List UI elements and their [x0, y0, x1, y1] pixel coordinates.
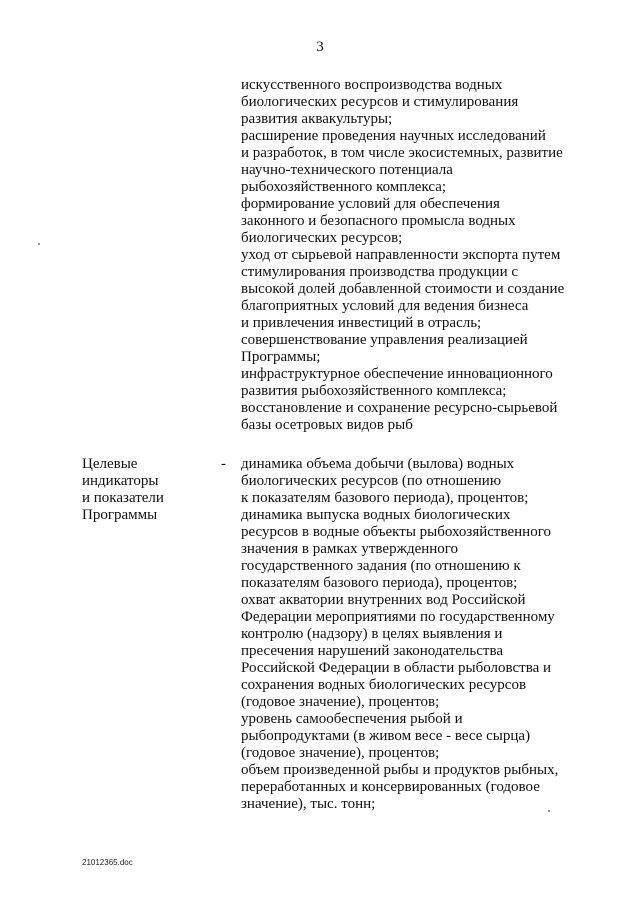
document-file-code: 21012365.doc — [82, 858, 133, 867]
text-line: к показателям базового периода), процентов; — [241, 490, 529, 506]
text-line: развития рыбохозяйственного комплекса; — [241, 383, 507, 399]
text-line: рыбохозяйственного комплекса; — [241, 179, 447, 195]
text-line: Российской Федерации в области рыболовства и — [241, 660, 552, 676]
text-line: динамика выпуска водных биологических — [241, 507, 511, 523]
text-line: биологических ресурсов; — [241, 230, 403, 246]
text-line: объем произведенной рыбы и продуктов рыбных, — [241, 762, 559, 778]
text-line: динамика объема добычи (вылова) водных — [241, 456, 515, 472]
text-line: значения в рамках утвержденного — [241, 541, 459, 557]
text-line: уход от сырьевой направленности экспорта путем — [241, 247, 561, 263]
label-line: Целевые — [82, 456, 138, 472]
objectives-continued-text — [241, 77, 581, 434]
text-line: Федерации мероприятиями по государственному — [241, 609, 555, 625]
text-line: благоприятных условий для ведения бизнеса — [241, 298, 529, 314]
text-line: уровень самообеспечения рыбой и — [241, 711, 463, 727]
text-line: и разработок, в том числе экосистемных, развитие — [241, 145, 563, 161]
text-line: инфраструктурное обеспечение инновационного — [241, 366, 553, 382]
text-line: стимулирования производства продукции с — [241, 264, 519, 280]
text-line: ресурсов в водные объекты рыбохозяйственного — [241, 524, 551, 540]
scan-speck — [38, 243, 40, 245]
text-line: значение), тыс. тонн; — [241, 796, 376, 812]
text-line: (годовое значение), процентов; — [241, 745, 440, 761]
text-line: научно-технического потенциала — [241, 162, 453, 178]
text-line: высокой долей добавленной стоимости и создание — [241, 281, 565, 297]
text-line: формирование условий для обеспечения — [241, 196, 500, 212]
label-line: Программы — [82, 507, 158, 523]
separator-dash: - — [221, 456, 226, 472]
text-line: показателям базового периода), процентов; — [241, 575, 518, 591]
text-line: охват акватории внутренних вод Российской — [241, 592, 526, 608]
scan-speck — [548, 810, 550, 812]
label-line: и показатели — [82, 490, 164, 506]
text-line: контролю (надзору) в целях выявления и — [241, 626, 503, 642]
text-line: (годовое значение), процентов; — [241, 694, 440, 710]
text-line: пресечения нарушений законодательства — [241, 643, 504, 659]
text-line: Программы; — [241, 349, 321, 365]
label-line: индикаторы — [82, 473, 159, 489]
text-line: расширение проведения научных исследований — [241, 128, 546, 144]
text-line: совершенствование управления реализацией — [241, 332, 528, 348]
text-line: и привлечения инвестиций в отрасль; — [241, 315, 482, 331]
text-line: восстановление и сохранение ресурсно-сырьевой — [241, 400, 558, 416]
text-line: биологических ресурсов и стимулирования — [241, 94, 519, 110]
text-line: переработанных и консервированных (годовое — [241, 779, 540, 795]
text-line: законного и безопасного промысла водных — [241, 213, 516, 229]
text-line: развития аквакультуры; — [241, 111, 393, 127]
section-label-target-indicators — [82, 456, 202, 524]
page-number: 3 — [316, 39, 324, 55]
text-line: рыбопродуктами (в живом весе - весе сырца) — [241, 728, 531, 744]
text-line: биологических ресурсов (по отношению — [241, 473, 502, 489]
text-line: базы осетровых видов рыб — [241, 417, 413, 433]
text-line: искусственного воспроизводства водных — [241, 77, 503, 93]
target-indicators-text — [241, 456, 581, 813]
text-line: сохранения водных биологических ресурсов — [241, 677, 527, 693]
text-line: государственного задания (по отношению к — [241, 558, 521, 574]
